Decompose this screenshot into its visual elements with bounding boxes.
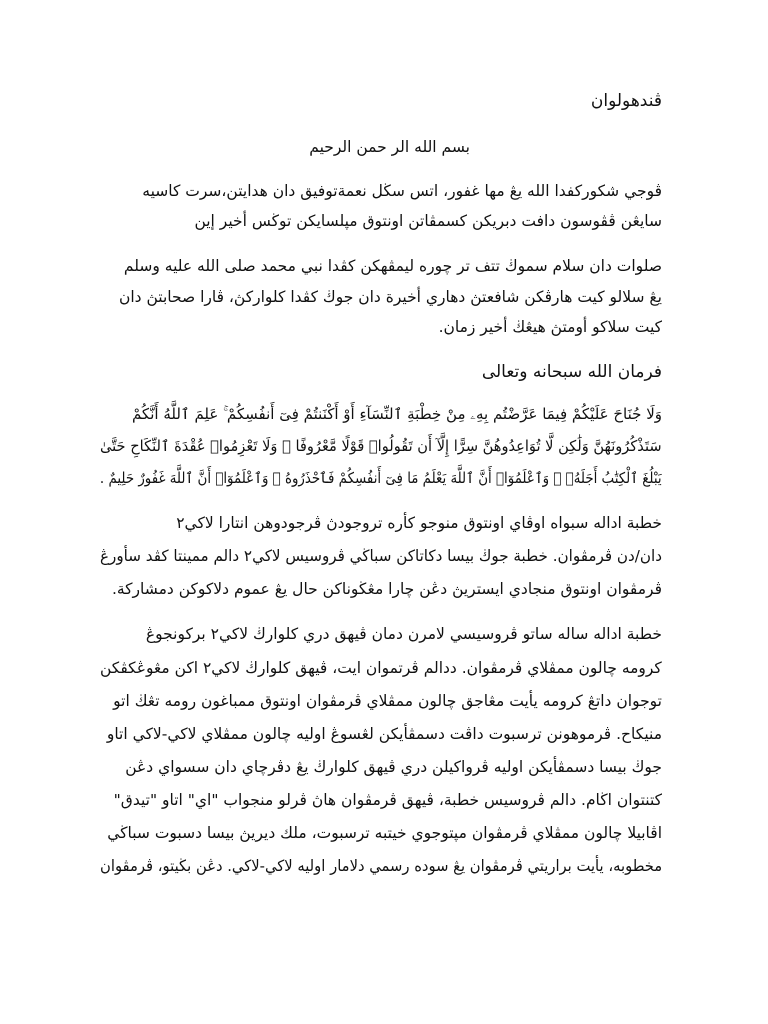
paragraph-4-line-3: توجوان داتڠ كرومه يأيت مڠاجق چالون ممڤلاي ڤرمڤوان اونتوق ممباغون رومه تڠڬ اتو bbox=[113, 692, 662, 710]
paragraph-2-line-3: كيت سلاكو أومتڽ هيڠڬ أخير زمان. bbox=[438, 318, 662, 336]
paragraph-4-line-2: كرومه چالون ممڤلاي ڤرمڤوان. ددالم ڤرتموان ايت، ڤيهق كلوارڬ لاكي٢ اكن مڠوڠكڤكن bbox=[100, 659, 662, 677]
verse-line-3: يَبْلُغَ ٱلْكِتَٰبُ أَجَلَهُۥ ۚ وَٱعْلَمُوٓا۟ أَنَّ ٱللَّهَ يَعْلَمُ مَا فِىٓ أَنفُسِكُمْ فَٱحْذَرُوهُ ۚ وَٱعْلَمُوٓا۟ أَنَّ ٱللَّهَ غَفُورٌ حَلِيمٌ . bbox=[100, 469, 662, 487]
paragraph-4-line-7: اڤابيلا چالون ممڤلاي ڤرمڤوان مڽتوجوي خيتبه ترسبوت، ملك ديريڽ بيسا دسبوت سباڬي bbox=[107, 824, 662, 842]
basmala-line: بسم الله الر حمن الرحيم bbox=[309, 138, 470, 156]
paragraph-4-line-8: مخطوبه، يأيت براريتي ڤرمڤوان يڠ سوده رسمي دلامار اوليه لاكي-لاكي. دڠن بڬيتو، ڤرمڤوان bbox=[99, 857, 662, 875]
verse-heading: فرمان الله سبحانه وتعالى bbox=[481, 362, 662, 382]
paragraph-4-line-5: جوڬ بيسا دسمڤأيكن اوليه ڤرواكيلن دري ڤيهق كلوارڬ يڠ دڤرچاي دان سسواي دڠن bbox=[125, 758, 662, 776]
verse-line-2: سَتَذْكُرُونَهُنَّ وَلَٰكِن لَّا تُوَاعِدُوهُنَّ سِرًّا إِلَّآ أَن تَقُولُوا۟ قَوْلًا مَّعْرُوفًا ۚ وَلَا تَعْزِمُوا۟ عُقْدَةَ ٱلنِّكَاحِ حَتَّىٰ bbox=[100, 437, 662, 455]
paragraph-1-line-1: ڤوجي شكوركفدا الله يڠ مها غفور، اتس سڬل نعمةتوفيق دان هدايتن،سرت كاسيه bbox=[142, 182, 662, 200]
verse-line-1: وَلَا جُنَاحَ عَلَيْكُمْ فِيمَا عَرَّضْتُم بِهِۦ مِنْ خِطْبَةِ ٱلنِّسَآءِ أَوْ أَكْنَنتُمْ فِىٓ أَنفُسِكُمْ ۚ عَلِمَ ٱللَّهُ أَنَّكُمْ bbox=[131, 405, 662, 423]
paragraph-4-line-1: خطبة اداله ساله ساتو ڤروسيسي لامرن دمان ڤيهق دري كلوارڬ لاكي٢ بركونجوڠ bbox=[145, 625, 662, 643]
paragraph-4-line-6: كتنتوان اڬام. دالم ڤروسيس خطبة، ڤيهق ڤرمڤوان هاڽ ڤرلو منجواب "اي" اتاو "تيدق" bbox=[113, 791, 662, 809]
paragraph-3-line-3: ڤرمڤوان اونتوق منجادي ايستريڽ دڠن چارا مڠڬوناكن حال يڠ عموم دلاكوكن دمشاركة. bbox=[111, 580, 662, 598]
paragraph-1-line-2: سايڠن ڤڤوسون دافت دبريكن كسمڤاتن اونتوق مپلسايكن توڬس أخير إين bbox=[194, 212, 662, 230]
paragraph-2-line-1: صلوات دان سلام سموڬ تتف تر چوره ليمڤهكن كڤدا نبي محمد صلى الله عليه وسلم bbox=[123, 257, 662, 275]
paragraph-2-line-2: يڠ سلالو كيت هارڤكن شافعتڽ دهاري أخيرة دان جوڬ كڤدا كلواركڽ، ڤارا صحابتڽ دان bbox=[118, 288, 662, 306]
paragraph-3-line-2: دان/دن ڤرمڤوان. خطبة جوڬ بيسا دكاتاكن سباڬي ڤروسيس لاكي٢ دالم ممينتا كڤد سأورڠ bbox=[100, 547, 662, 565]
document-title: ڤندهولوان bbox=[590, 91, 662, 111]
paragraph-4-line-4: منيكاح. ڤرموهونن ترسبوت داڤت دسمڤأيكن لڠسوڠ اوليه چالون ممڤلاي لاكي-لاكي اتاو bbox=[106, 725, 662, 743]
paragraph-3-line-1: خطبة اداله سبواه اوڤاي اونتوق منوجو كأره تروجودڽ ڤرجودوهن انتارا لاكي٢ bbox=[176, 514, 662, 532]
